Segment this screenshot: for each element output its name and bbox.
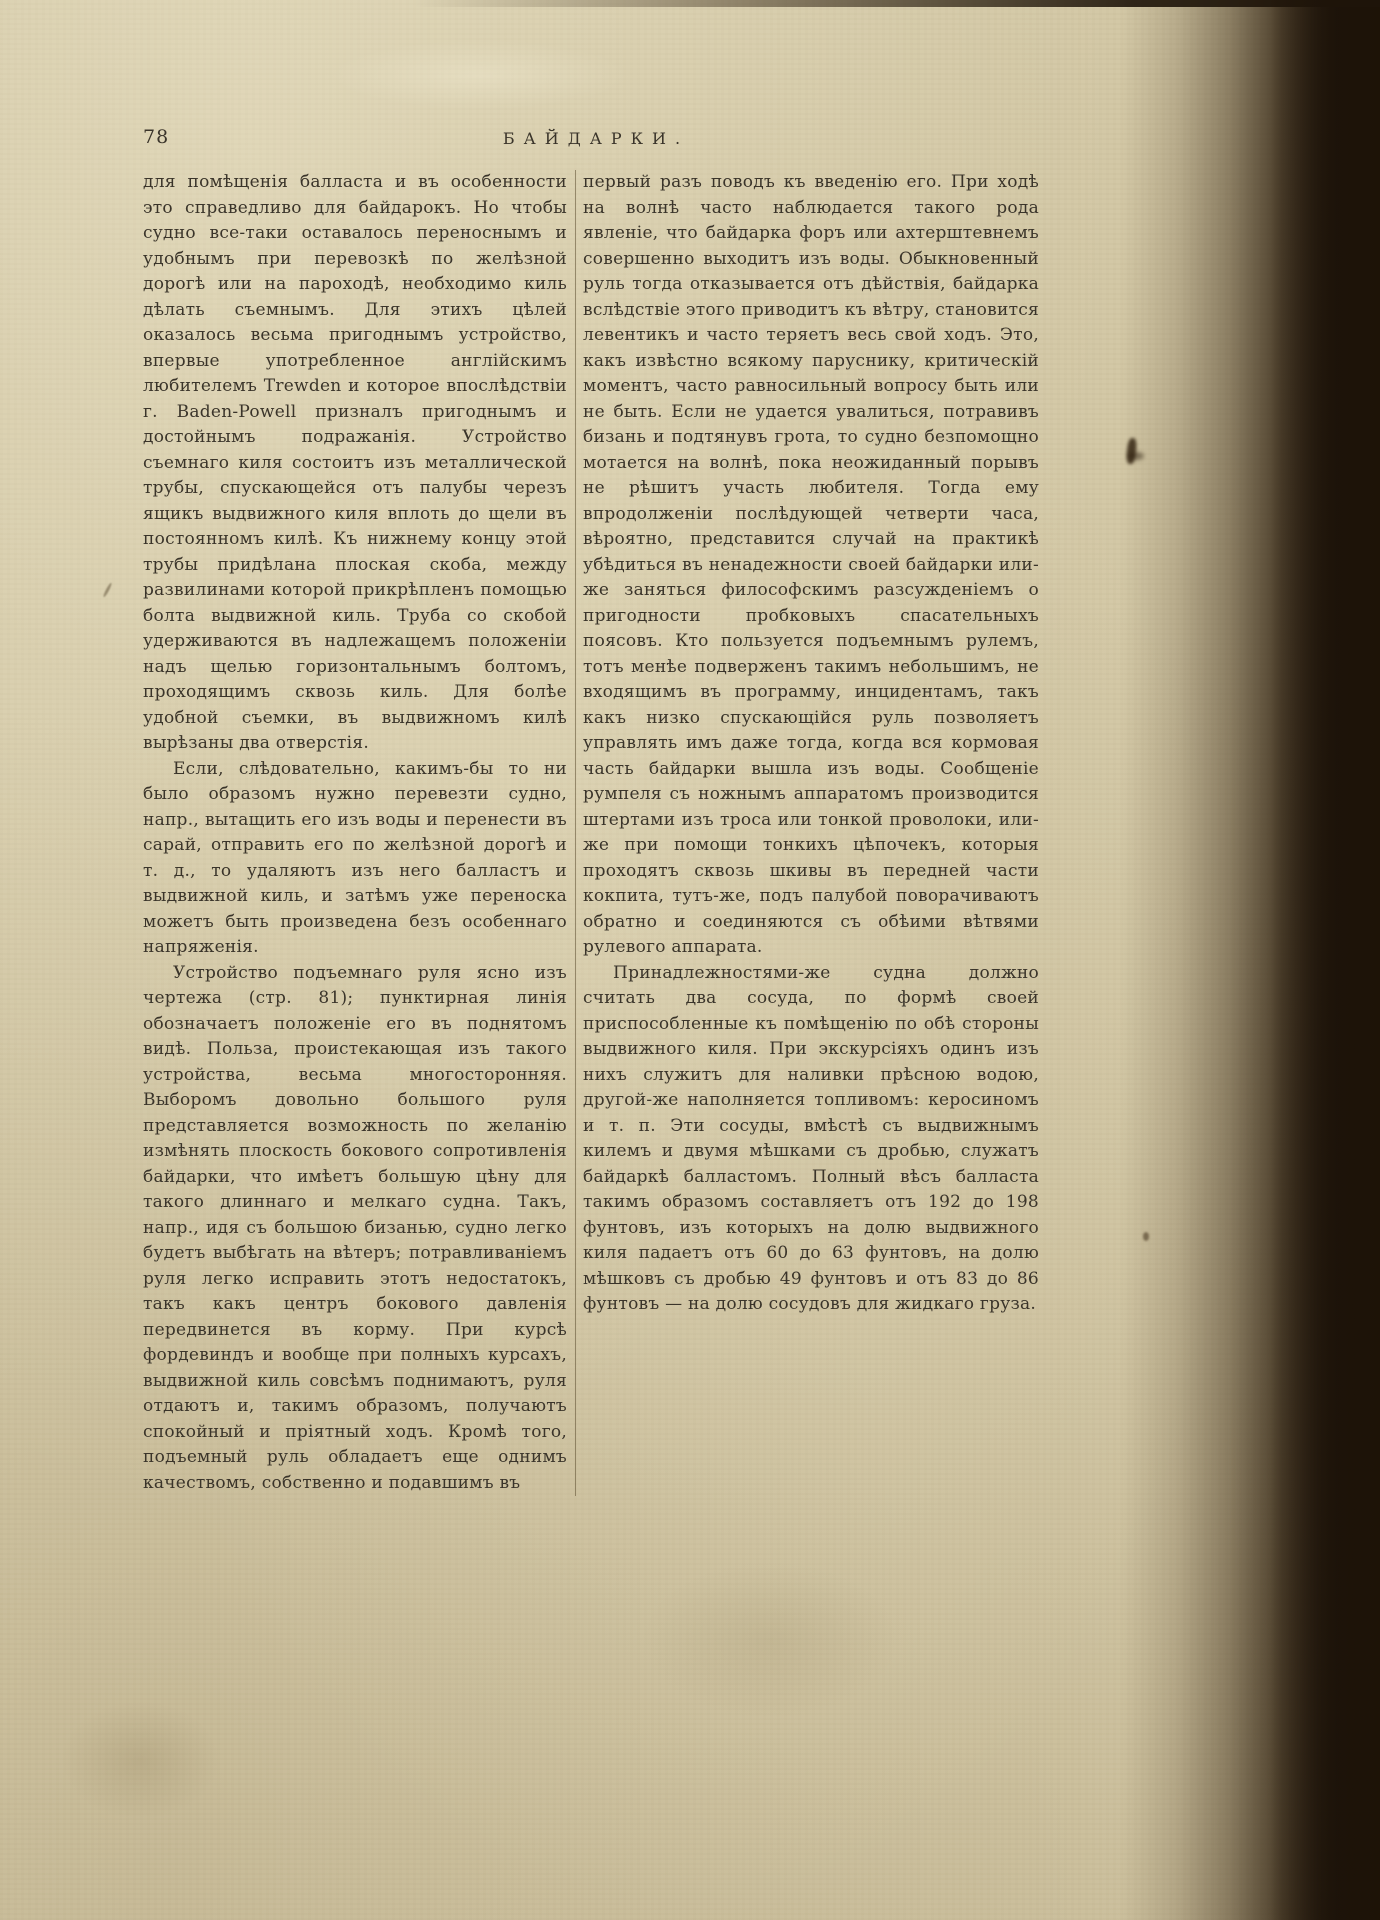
- column-divider: [575, 170, 576, 1496]
- paragraph: Устройство подъемнаго руля ясно изъ чертежа (стр. 81); пунктирная линія обозначаетъ положеніе его въ поднятомъ видѣ. Польза, проистекающая изъ такого устройства, весьма многосторонняя. Выборомъ довольно большого руля представляется возможность по желанію измѣнять плоскость бокового сопротивленія байдарки, что имѣетъ большую цѣну для такого длиннаго и мелкаго судна. Такъ, напр., идя съ большою бизанью, судно легко будетъ выбѣгать на вѣтеръ; потравливаніемъ руля легко исправить этотъ недостатокъ, такъ какъ центръ бокового давленія передвинется въ корму. При курсѣ фордевиндъ и вообще при полныхъ курсахъ, выдвижной киль совсѣмъ поднимаютъ, руля отдаютъ и, такимъ образомъ, получаютъ спокойный и пріятный ходъ. Кромѣ того, подъемный руль обладаетъ еще однимъ качествомъ, собственно и подавшимъ въ: [143, 962, 567, 1493]
- paragraph: Принадлежностями-же судна должно считать два сосуда, по формѣ своей приспособленные къ помѣщенію по обѣ стороны выдвижного киля. При экскурсіяхъ одинъ изъ нихъ служитъ для наливки прѣсною водою, другой-же наполняется топливомъ: керосиномъ и т. п. Эти сосуды, вмѣстѣ съ выдвижнымъ килемъ и двумя мѣшками съ дробью, служатъ байдаркѣ балластомъ. Полный вѣсъ балласта такимъ образомъ составляетъ отъ 192 до 198 фунтовъ, изъ которыхъ на долю выдвижного киля падаетъ отъ 60 до 63 фунтовъ, на долю мѣшковъ съ дробью 49 фунтовъ и отъ 83 до 86 фунтовъ — на долю сосудовъ для жидкаго груза.: [583, 962, 1039, 1314]
- page-header: [143, 126, 1040, 154]
- paper-stain: [640, 1560, 900, 1720]
- page-number: 78: [143, 126, 170, 148]
- scan-speck: [102, 582, 112, 598]
- page-edge-dark-band: [1270, 0, 1380, 1920]
- paper-highlight: [330, 40, 630, 110]
- right-column: [583, 170, 1039, 1496]
- text-block: [143, 170, 1040, 1496]
- left-column: [143, 170, 567, 1496]
- page-edge-shadow: [1120, 0, 1380, 1920]
- paragraph: первый разъ поводъ къ введенію его. При ходѣ на волнѣ часто наблюдается такого рода явленіе, что байдарка форъ или ахтерштевнемъ совершенно выходитъ изъ воды. Обыкновенный руль тогда отказывается отъ дѣйствія, байдарка вслѣдствіе этого приводитъ къ вѣтру, становится левентикъ и часто теряетъ весь свой ходъ. Это, какъ извѣстно всякому паруснику, критическій моментъ, часто равносильный вопросу быть или не быть. Если не удается увалиться, потравивъ бизань и подтянувъ грота, то судно безпомощно мотается на волнѣ, пока неожиданный порывъ не рѣшитъ участь любителя. Тогда ему впродолженіи послѣдующей четверти часа, вѣроятно, представится случай на практикѣ убѣдиться въ ненадежности своей байдарки или-же заняться философскимъ разсужденіемъ о пригодности пробковыхъ спасательныхъ поясовъ. Кто пользуется подъемнымъ рулемъ, тотъ менѣе подверженъ такимъ небольшимъ, не входящимъ въ программу, инцидентамъ, такъ какъ низко спускающійся руль позволяетъ управлять имъ даже тогда, когда вся кормовая часть байдарки вышла изъ воды. Сообщеніе румпеля съ ножнымъ аппаратомъ производится штертами изъ троса или тонкой проволоки, или-же при помощи тонкихъ цѣпочекъ, которыя проходятъ сквозь шкивы въ передней части кокпита, тутъ-же, подъ палубой поворачиваютъ обратно и соединяются съ обѣими вѣтвями рулевого аппарата.: [583, 172, 1039, 957]
- paragraph: для помѣщенія балласта и въ особенности это справедливо для байдарокъ. Но чтобы судно все-таки оставалось переноснымъ и удобнымъ при перевозкѣ по желѣзной дорогѣ или на пароходѣ, необходимо киль дѣлать съемнымъ. Для этихъ цѣлей оказалось весьма пригоднымъ устройство, впервые употребленное англійскимъ любителемъ Trewden и которое впослѣдствіи г. Baden-Powell призналъ пригоднымъ и достойнымъ подражанія. Устройство съемнаго киля состоитъ изъ металлической трубы, спускающейся отъ палубы черезъ ящикъ выдвижного киля вплоть до щели въ постоянномъ килѣ. Къ нижнему концу этой трубы придѣлана плоская скоба, между развилинами которой прикрѣпленъ помощью болта выдвижной киль. Труба со скобой удерживаются въ надлежащемъ положеніи надъ щелью горизонтальнымъ болтомъ, проходящимъ сквозь киль. Для болѣе удобной съемки, въ выдвижномъ килѣ вырѣзаны два отверстія.: [143, 172, 567, 753]
- scan-speck: [1143, 1232, 1149, 1241]
- scan-speck: [1128, 452, 1144, 460]
- scan-speck: [1126, 438, 1138, 465]
- paragraph: Если, слѣдовательно, какимъ-бы то ни было образомъ нужно перевезти судно, напр., вытащить его изъ воды и перенести въ сарай, отправить его по желѣзной дорогѣ и т. д., то удаляютъ изъ него балластъ и выдвижной киль, и затѣмъ уже переноска можетъ быть произведена безъ особеннаго напряженія.: [143, 758, 567, 957]
- running-title: БАЙДАРКИ.: [502, 129, 690, 148]
- page-top-edge-shadow: [0, 0, 1380, 7]
- paper-stain: [60, 1700, 220, 1820]
